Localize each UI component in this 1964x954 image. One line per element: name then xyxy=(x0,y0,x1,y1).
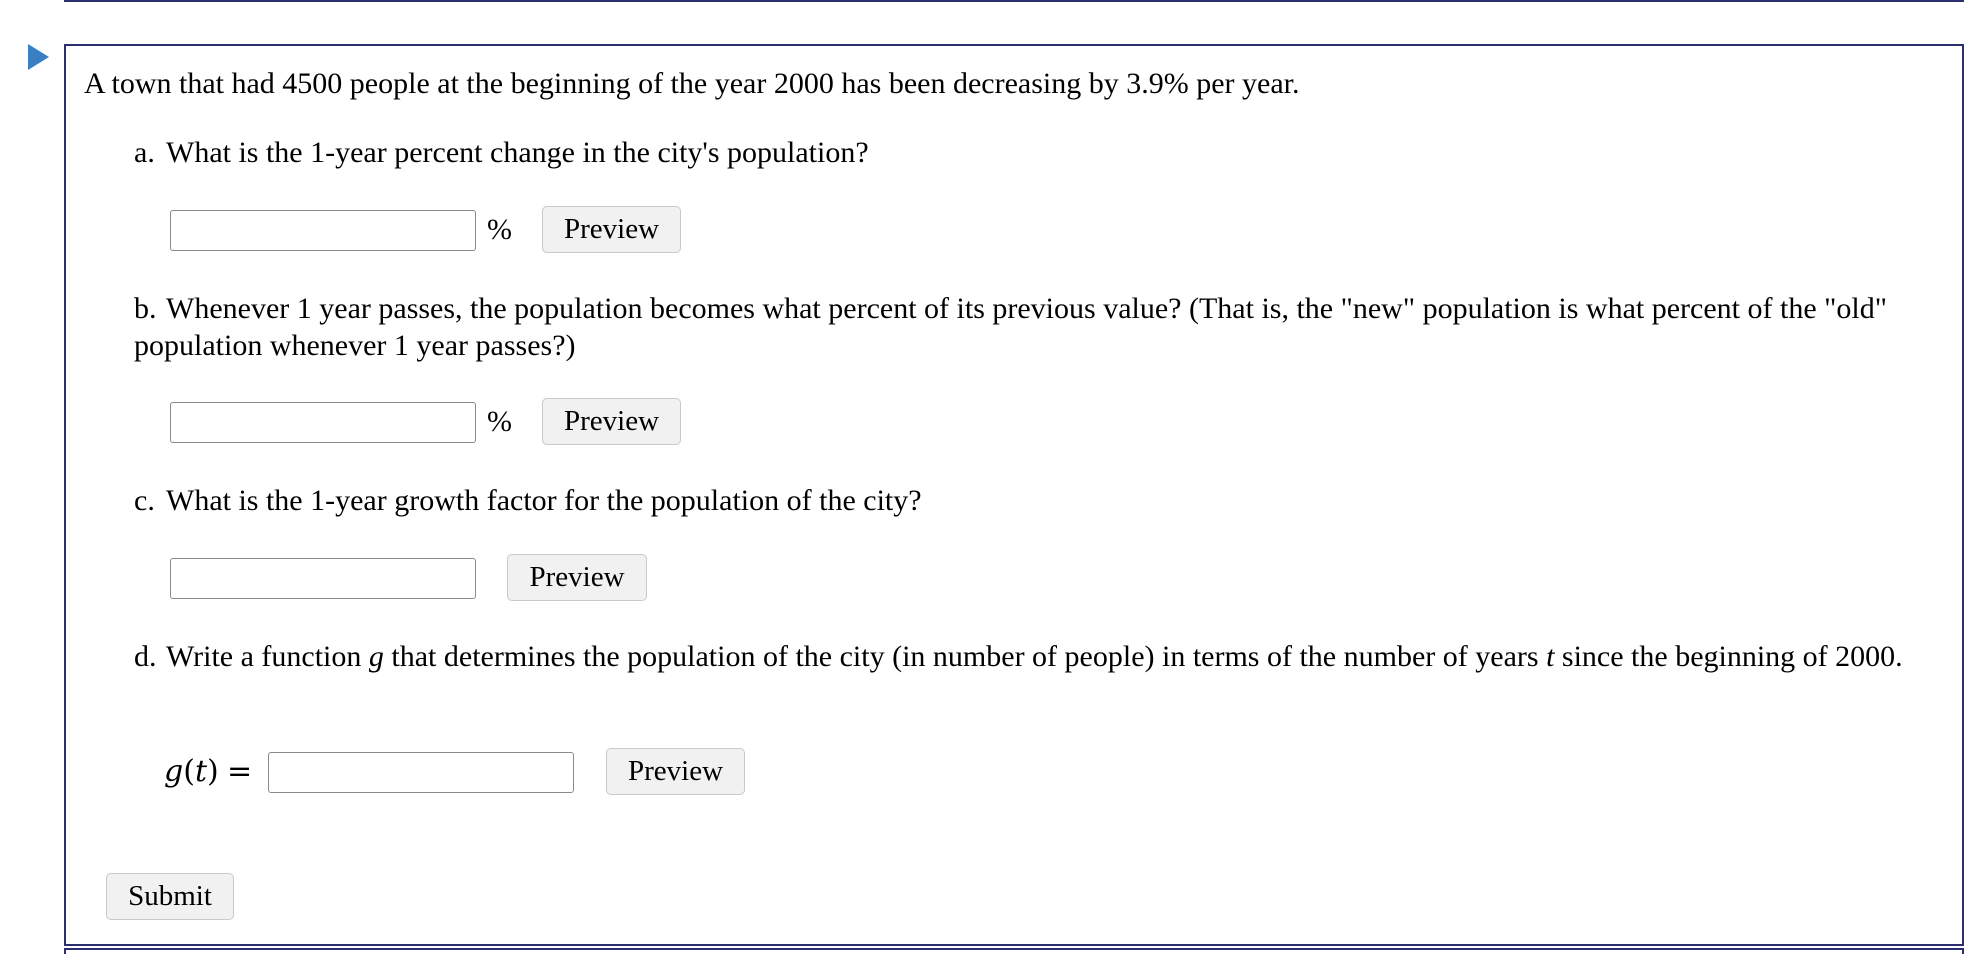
question-c-text: What is the 1-year growth factor for the population of the city? xyxy=(166,484,922,517)
question-d-text-before: Write a function xyxy=(166,640,369,673)
question-c-label: c. xyxy=(134,484,155,517)
question-c xyxy=(134,482,1934,519)
problem-intro: A town that had 4500 people at the beginning of the year 2000 has been decreasing by 3.9% per year. xyxy=(84,67,1300,100)
answer-d-input[interactable] xyxy=(268,752,574,793)
equals-sign: = xyxy=(227,754,253,789)
function-open-paren: ( xyxy=(183,754,195,789)
previous-problem-box xyxy=(64,0,1964,2)
question-a-text: What is the 1-year percent change in the city's population? xyxy=(166,136,869,169)
answer-a-unit: % xyxy=(487,213,512,246)
answer-c-input[interactable] xyxy=(170,558,476,599)
answer-b-input[interactable] xyxy=(170,402,476,443)
preview-d-button[interactable]: Preview xyxy=(606,748,745,795)
preview-b-button[interactable]: Preview xyxy=(542,398,681,445)
preview-a-button[interactable]: Preview xyxy=(542,206,681,253)
question-d-label: d. xyxy=(134,640,157,673)
submit-button[interactable]: Submit xyxy=(106,873,234,920)
question-d-var-t: t xyxy=(1546,640,1555,673)
next-problem-box xyxy=(64,948,1964,954)
preview-c-button[interactable]: Preview xyxy=(507,554,647,601)
function-name: g xyxy=(164,754,184,789)
function-close-paren: ) xyxy=(207,754,219,789)
play-marker-icon xyxy=(28,44,49,70)
question-d xyxy=(134,638,1944,675)
question-d-var-g: g xyxy=(368,640,384,673)
question-d-text-after: since the beginning of 2000. xyxy=(1554,640,1903,673)
function-label xyxy=(164,754,219,790)
question-d-text-middle: that determines the population of the city (in number of people) in terms of the number of years xyxy=(383,640,1547,673)
answer-a-input[interactable] xyxy=(170,210,476,251)
function-arg: t xyxy=(194,754,207,789)
question-b-text: Whenever 1 year passes, the population becomes what percent of its previous value? (That is, the "new" population is what percent of the "old" population whenever 1 year passes?) xyxy=(134,292,1887,362)
answer-b-unit: % xyxy=(487,405,512,438)
question-b xyxy=(134,290,1934,364)
question-a-label: a. xyxy=(134,136,155,169)
question-a xyxy=(134,134,1934,171)
question-b-label: b. xyxy=(134,292,157,325)
